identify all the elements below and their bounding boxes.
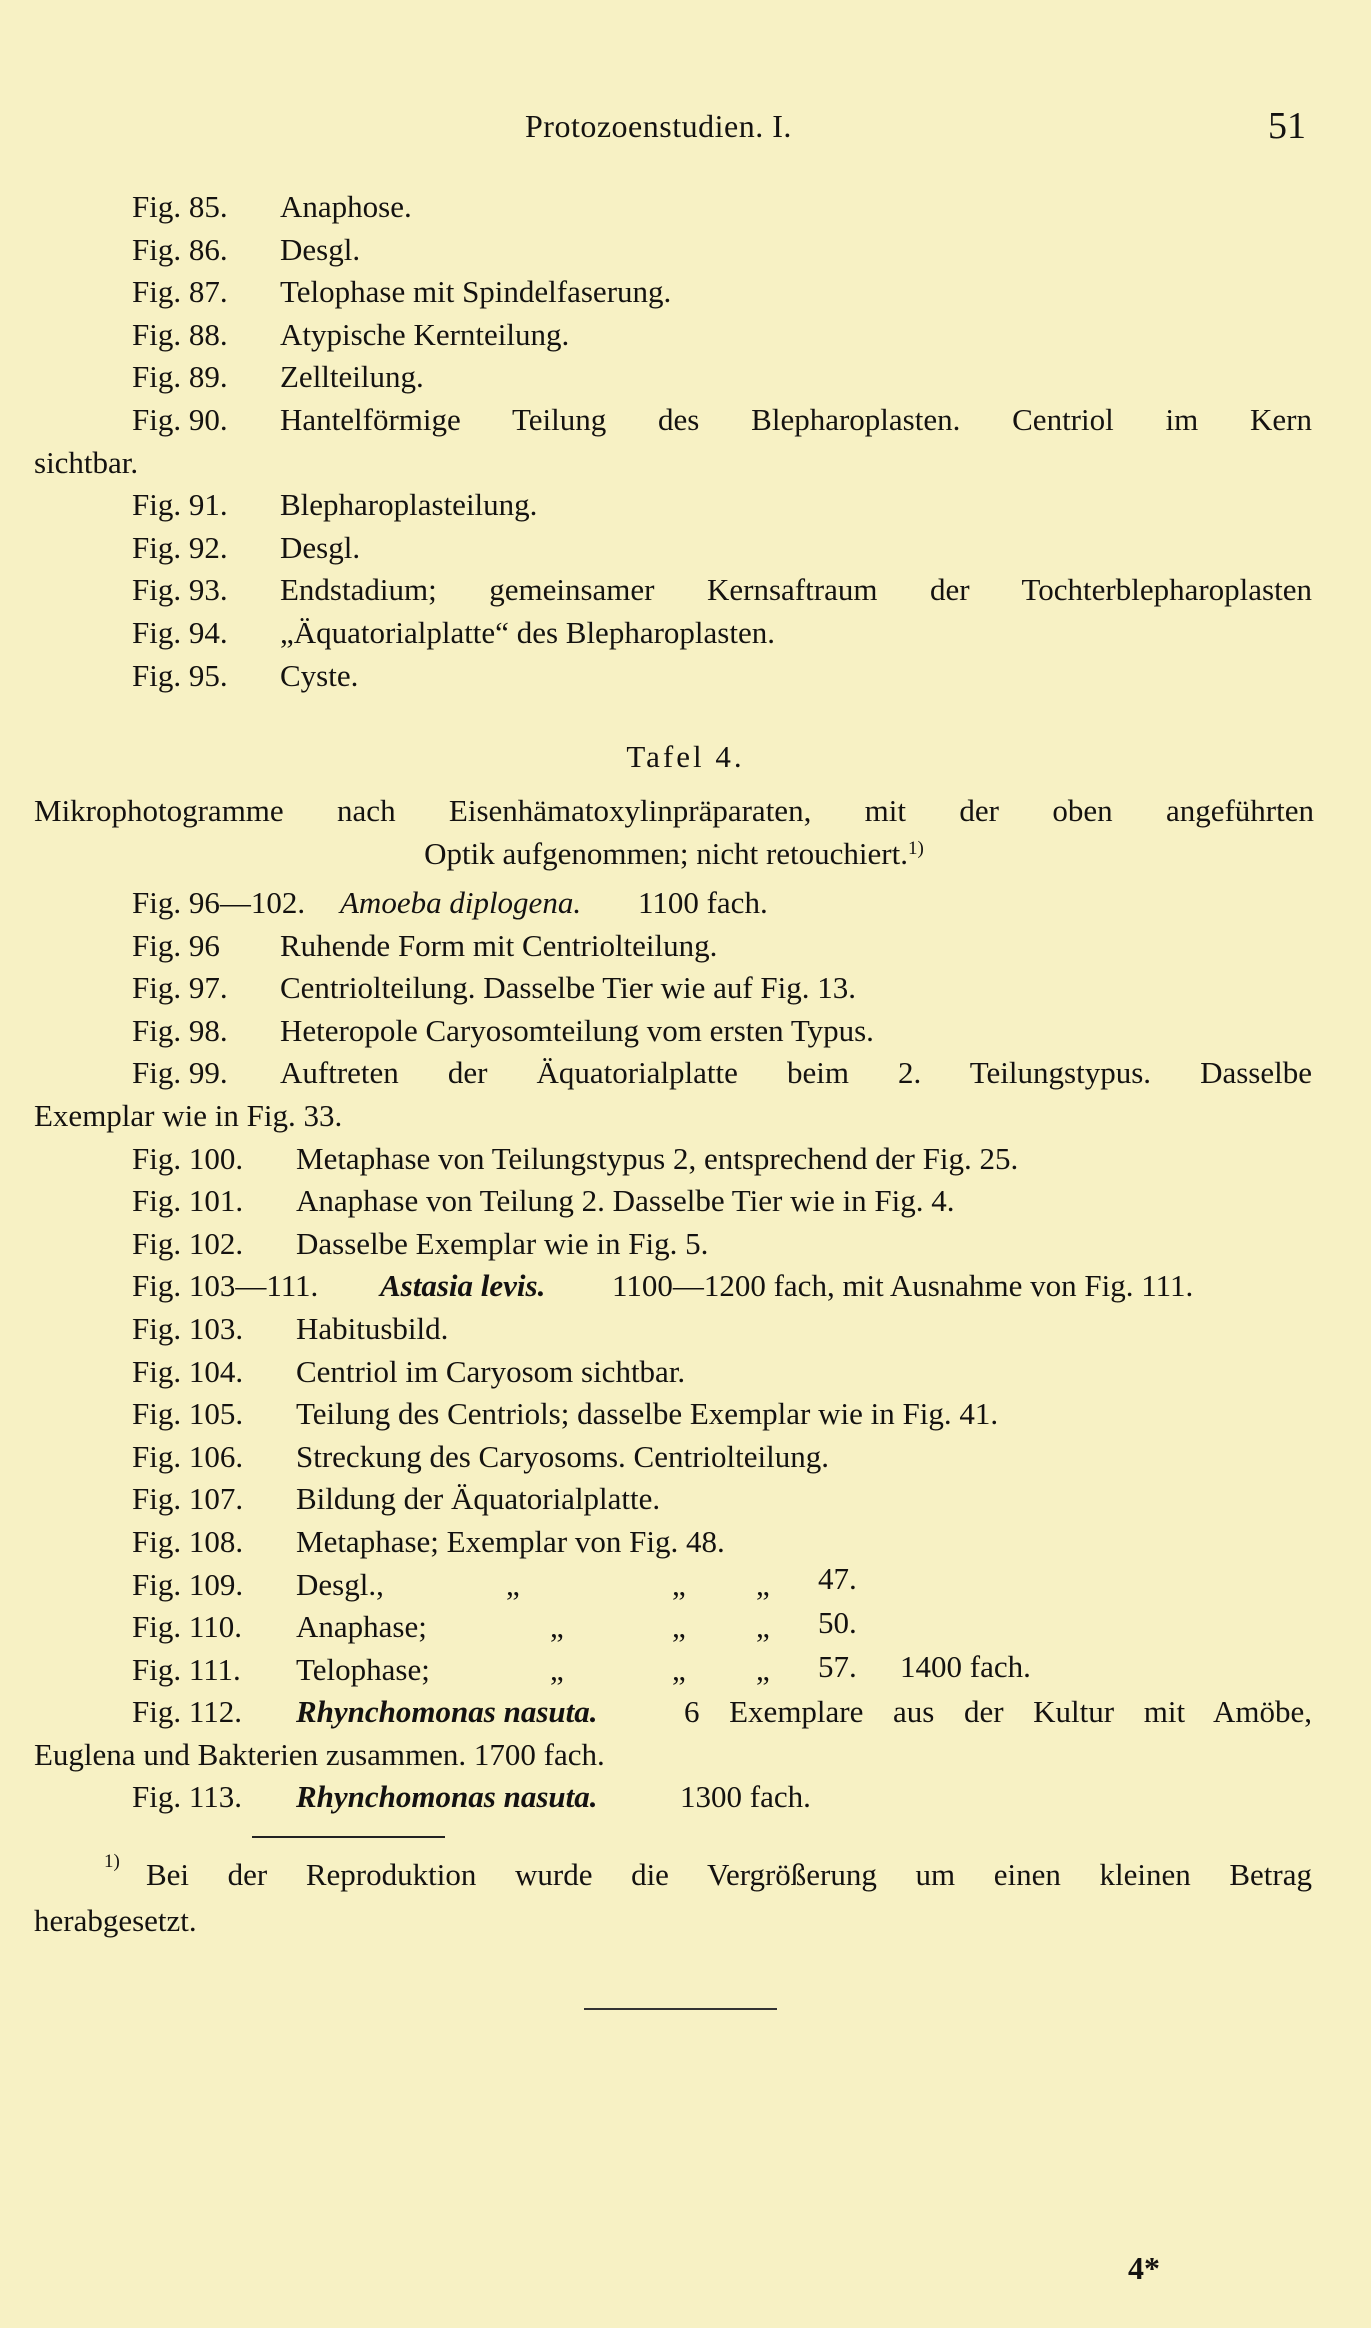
figure-number: Fig. 106. bbox=[132, 1438, 244, 1474]
list-item bbox=[34, 1691, 1312, 1734]
figure-description: „Äquatorialplatte“ des Blepharoplasten. bbox=[280, 614, 775, 650]
list-item bbox=[34, 882, 1312, 925]
footnote-line-2: herabgesetzt. bbox=[34, 1903, 197, 1938]
figure-number: Fig. 99. bbox=[132, 1055, 228, 1091]
figure-number: Fig. 104. bbox=[132, 1353, 244, 1389]
figure-number: Fig. 88. bbox=[132, 316, 228, 352]
figure-number: Fig. 95. bbox=[132, 657, 228, 693]
list-item bbox=[34, 399, 1312, 442]
ditto-mark: „ bbox=[672, 1609, 686, 1645]
list-item bbox=[34, 1776, 1312, 1819]
figure-number: Fig. 90. bbox=[132, 401, 228, 437]
figure-number: Fig. 94. bbox=[132, 614, 228, 650]
footnote-text: Bei der Reproduktion wurde die Vergrößerung um einen kleinen Betrag bbox=[146, 1857, 1312, 1892]
figure-number: Fig. 85. bbox=[132, 189, 228, 224]
intro-text: Optik aufgenommen; nicht retouchiert. bbox=[424, 836, 908, 871]
figure-description: Auftreten der Äquatorialplatte beim 2. Teilungstypus. Dasselbe bbox=[280, 1055, 1312, 1091]
list-item bbox=[34, 1351, 1312, 1394]
list-item bbox=[34, 1308, 1312, 1351]
list-item bbox=[34, 1521, 1312, 1564]
magnification: 1300 fach. bbox=[680, 1779, 811, 1815]
footnote-divider bbox=[252, 1836, 445, 1838]
figure-description: Anaphase von Teilung 2. Dasselbe Tier wie in Fig. 4. bbox=[296, 1183, 955, 1219]
list-item bbox=[34, 1052, 1312, 1095]
figure-description: Hantelförmige Teilung des Blepharoplasten. Centriol im Kern bbox=[280, 401, 1312, 437]
list-item bbox=[34, 527, 1312, 570]
list-item bbox=[34, 1138, 1312, 1181]
figure-number: Fig. 107. bbox=[132, 1481, 244, 1517]
figure-description: Anaphose. bbox=[280, 189, 412, 224]
list-item bbox=[34, 356, 1312, 399]
list-item bbox=[34, 1393, 1312, 1436]
list-item bbox=[34, 1223, 1312, 1266]
figure-description: Metaphase; Exemplar von Fig. 48. bbox=[296, 1523, 725, 1559]
ditto-mark: „ bbox=[756, 1651, 770, 1687]
footnote bbox=[34, 1840, 1312, 1944]
figure-description: 6 Exemplare aus der Kultur mit Amöbe, bbox=[684, 1694, 1312, 1730]
figure-number: Fig. 108. bbox=[132, 1523, 244, 1559]
figure-number: Fig. 112. bbox=[132, 1694, 242, 1730]
figure-description: Telophase; bbox=[296, 1651, 430, 1687]
magnification: 1100 fach. bbox=[638, 885, 768, 920]
figure-reference: 57. bbox=[818, 1648, 857, 1684]
figure-number: Fig. 103. bbox=[132, 1310, 244, 1346]
species-name: Astasia levis. bbox=[380, 1268, 546, 1304]
list-item bbox=[34, 314, 1312, 357]
figure-number: Fig. 98. bbox=[132, 1012, 228, 1048]
figure-description: Telophase mit Spindelfaserung. bbox=[280, 274, 672, 310]
figure-description: Atypische Kernteilung. bbox=[280, 316, 570, 352]
figure-number: Fig. 97. bbox=[132, 970, 228, 1006]
figure-description-cont: sichtbar. bbox=[34, 444, 139, 480]
figure-description: Bildung der Äquatorialplatte. bbox=[296, 1481, 661, 1517]
list-item-continuation bbox=[34, 1095, 1312, 1138]
list-item bbox=[34, 271, 1312, 314]
figure-number: Fig. 102. bbox=[132, 1225, 244, 1261]
footnote-ref[interactable]: 1) bbox=[907, 838, 924, 859]
figure-reference: 50. bbox=[818, 1605, 857, 1641]
figure-description: Cyste. bbox=[280, 657, 359, 693]
list-item bbox=[34, 484, 1312, 527]
figure-description: Habitusbild. bbox=[296, 1310, 449, 1346]
list-item bbox=[34, 1265, 1312, 1308]
section-heading: Tafel 4. bbox=[626, 739, 745, 774]
figure-reference: 47. bbox=[818, 1560, 857, 1596]
figure-number: Fig. 100. bbox=[132, 1140, 244, 1176]
list-item bbox=[34, 612, 1312, 655]
signature-mark: 4* bbox=[1128, 2250, 1160, 2286]
figure-number: Fig. 93. bbox=[132, 572, 228, 608]
figure-description: Centriol im Caryosom sichtbar. bbox=[296, 1353, 686, 1389]
magnification: 1400 fach. bbox=[900, 1648, 1031, 1684]
figure-number: Fig. 91. bbox=[132, 487, 228, 523]
list-item bbox=[34, 1436, 1312, 1479]
page-number: 51 bbox=[1268, 105, 1306, 147]
list-item bbox=[34, 925, 1312, 968]
figure-description-cont: Euglena und Bakterien zusammen. 1700 fach. bbox=[34, 1736, 605, 1772]
list-item bbox=[34, 569, 1312, 612]
footnote-line-1: 1) Bei der Reproduktion wurde die Vergrößerung um einen kleinen Betrag bbox=[34, 1852, 1312, 1898]
species-name: Rhynchomonas nasuta. bbox=[296, 1779, 598, 1815]
list-item bbox=[34, 1606, 1312, 1649]
figure-description: Desgl. bbox=[280, 231, 361, 267]
ditto-mark: „ bbox=[550, 1609, 564, 1645]
list-item bbox=[34, 1010, 1312, 1053]
figure-description: Desgl., bbox=[296, 1566, 384, 1602]
figure-description: Endstadium; gemeinsamer Kernsaftraum der Tochterblepharoplasten bbox=[280, 572, 1312, 608]
figure-description: Anaphase; bbox=[296, 1609, 427, 1645]
list-item bbox=[34, 1649, 1312, 1692]
intro-line-1: Mikrophotogramme nach Eisenhämatoxylinpräparaten, mit der oben angeführten bbox=[34, 793, 1314, 828]
figure-number: Fig. 101. bbox=[132, 1183, 244, 1219]
ditto-mark: „ bbox=[672, 1651, 686, 1687]
figure-description: Streckung des Caryosoms. Centriolteilung. bbox=[296, 1438, 829, 1474]
list-item bbox=[34, 655, 1312, 698]
figure-number: Fig. 109. bbox=[132, 1566, 244, 1602]
figure-number: Fig. 96—102. bbox=[132, 885, 306, 920]
ditto-mark: „ bbox=[672, 1566, 686, 1602]
figure-list-top bbox=[34, 186, 1312, 697]
figure-description: Centriolteilung. Dasselbe Tier wie auf Fig. 13. bbox=[280, 970, 857, 1006]
figure-number: Fig. 110. bbox=[132, 1609, 242, 1645]
figure-description: Dasselbe Exemplar wie in Fig. 5. bbox=[296, 1225, 709, 1261]
figure-number: Fig. 96 bbox=[132, 927, 220, 963]
figure-number: Fig. 87. bbox=[132, 274, 228, 310]
ditto-mark: „ bbox=[756, 1566, 770, 1602]
figure-number: Fig. 105. bbox=[132, 1396, 244, 1432]
figure-number: Fig. 89. bbox=[132, 359, 228, 395]
species-name: Rhynchomonas nasuta. bbox=[296, 1694, 598, 1730]
list-item bbox=[34, 1560, 1312, 1607]
figure-number: Fig. 103—111. bbox=[132, 1268, 319, 1304]
figure-number: Fig. 92. bbox=[132, 529, 228, 565]
list-item bbox=[34, 229, 1312, 272]
figure-description: Blepharoplasteilung. bbox=[280, 487, 538, 523]
figure-description: Teilung des Centriols; dasselbe Exemplar wie in Fig. 41. bbox=[296, 1396, 999, 1432]
figure-description: Heteropole Caryosomteilung vom ersten Typus. bbox=[280, 1012, 874, 1048]
figure-list-tafel bbox=[34, 882, 1312, 1819]
tafel-intro bbox=[34, 789, 1314, 875]
list-item bbox=[34, 967, 1312, 1010]
intro-line-2 bbox=[34, 832, 1314, 875]
list-item bbox=[34, 186, 1312, 229]
figure-description: Desgl. bbox=[280, 529, 361, 565]
list-item-continuation bbox=[34, 1734, 1312, 1777]
figure-number: Fig. 111. bbox=[132, 1651, 241, 1687]
figure-number: Fig. 113. bbox=[132, 1779, 242, 1815]
ditto-mark: „ bbox=[550, 1651, 564, 1687]
figure-number: Fig. 86. bbox=[132, 231, 228, 267]
list-item bbox=[34, 1180, 1312, 1223]
end-divider bbox=[584, 2008, 777, 2010]
ditto-mark: „ bbox=[756, 1609, 770, 1645]
figure-description: Metaphase von Teilungstypus 2, entsprechend der Fig. 25. bbox=[296, 1140, 1019, 1176]
figure-description: Zellteilung. bbox=[280, 359, 424, 395]
running-title: Protozoenstudien. I. bbox=[525, 108, 792, 144]
list-item-continuation bbox=[34, 442, 1312, 485]
ditto-mark: „ bbox=[506, 1566, 520, 1602]
list-item bbox=[34, 1478, 1312, 1521]
figure-description: Ruhende Form mit Centriolteilung. bbox=[280, 927, 718, 963]
magnification: 1100—1200 fach, mit Ausnahme von Fig. 111. bbox=[612, 1268, 1194, 1304]
figure-description-cont: Exemplar wie in Fig. 33. bbox=[34, 1097, 343, 1133]
species-name: Amoeba diplogena. bbox=[340, 885, 582, 920]
